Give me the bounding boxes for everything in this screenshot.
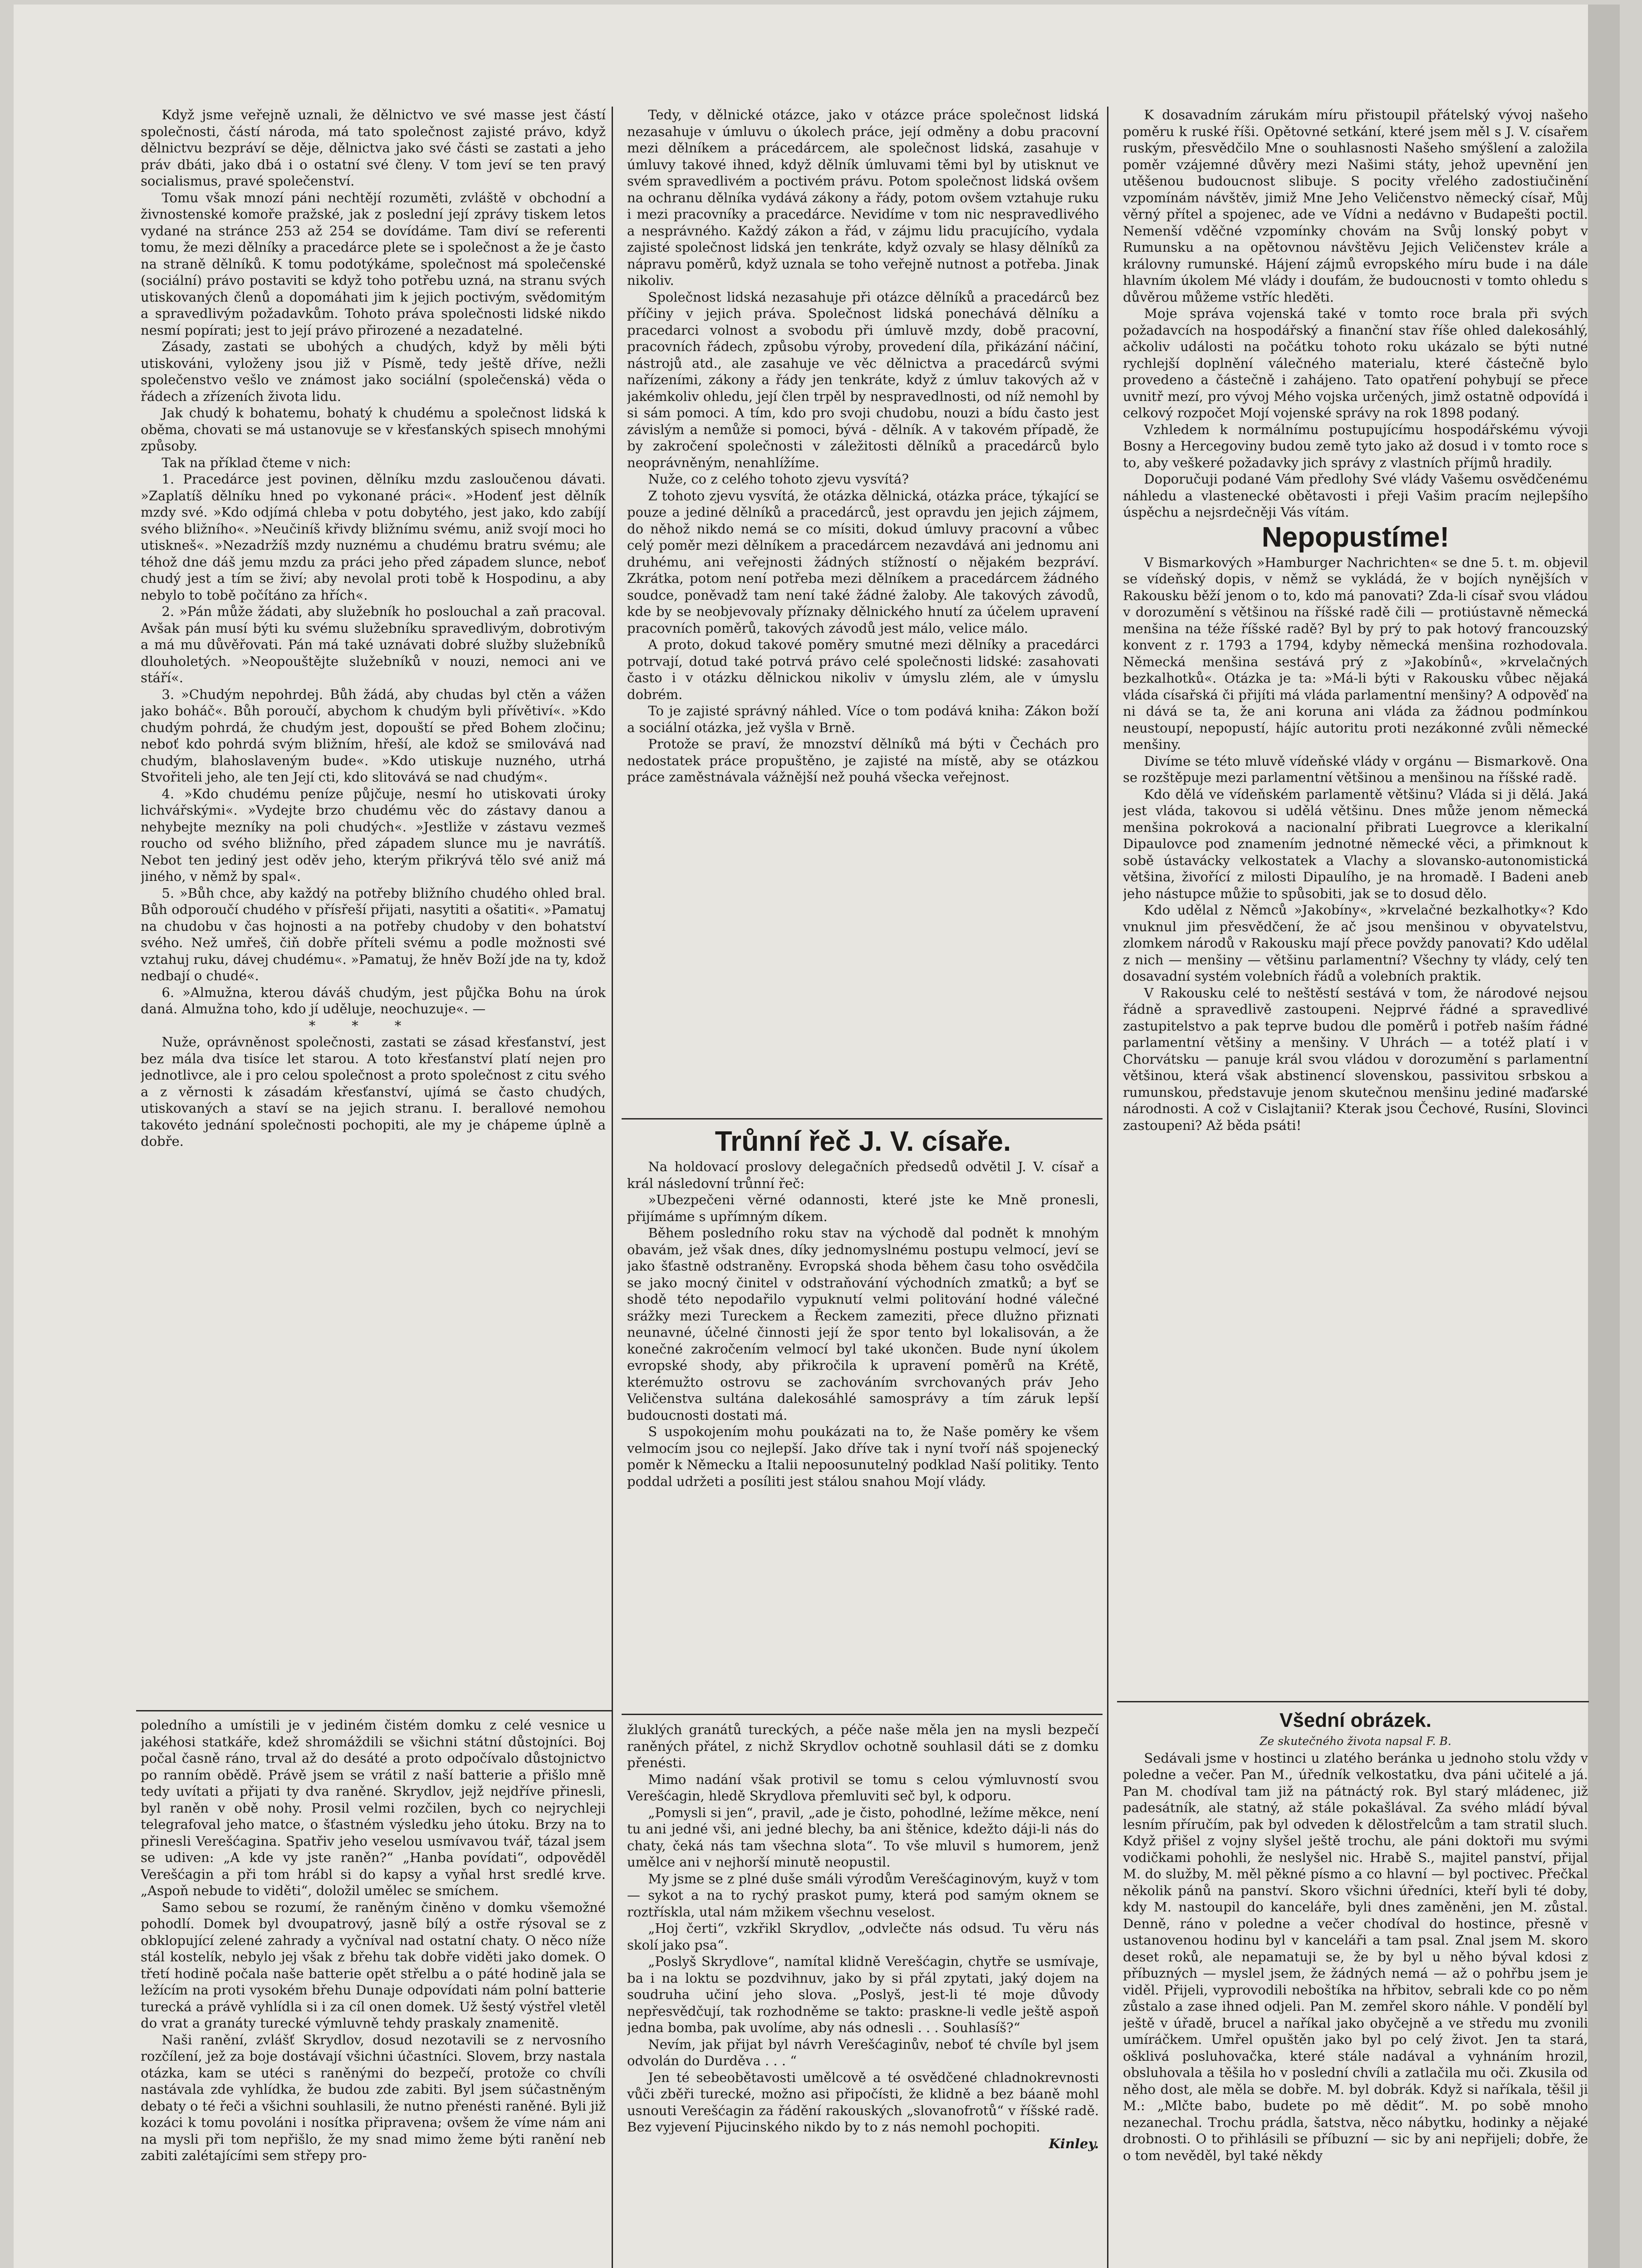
paragraph: Samo sebou se rozumí, že raněným činěno v domku všemožné pohodlí. Domek byl dvoupatrový, jasně bílý a ostře rýsoval se z obklopující zelené zahrady a vyčníval nad ostatní chaty. O něco níže stál kostelík, nebylo jej však z břehu tak dobře viděti jako domek. O třetí hodině počala naše batterie opět střelbu a o páté hodině jala se ležícím na proti vysokém břehu Dunaje odpovídati nám polní batterie turecká a právě vyhlídla si i za cíl onen domek. Už šestý výstřel vletěl do vrat a granáty turecké výmluvně tehdy praskaly znamenitě.	[141, 1899, 606, 2031]
column-2-top	[627, 107, 1099, 1114]
column-3-top	[1123, 107, 1588, 1699]
paragraph: Naši ranění, zvlášť Skrydlov, dosud nezotavili se z nervosního rozčílení, jež za boje dostávají všichni účastníci. Slovem, brzy nastala otázka, kam se utéci s raněnými do bezpečí, protože co chvíli nastávala zde vyhlídka, že budou zde zabiti. Byl jsem súčastněným debaty o té řeči a všichni souhlasili, že nutno přenésti raněné. Byli již kozáci k tomu povoláni i nosítka připravena; ovšem že víme nám ani na mysli při tom nepřišlo, že my snad mimo žeme býti ranění neb zabiti zalétajícími sem střepy pro-	[141, 2032, 606, 2163]
paragraph: Společnost lidská nezasahuje při otázce dělníků a pracedárců bez příčiny v jejich práva. Společnost lidská ponechává dělníku a pracedarci volnost a svobodu při úmluvě mzdy, době pracovní, pracovních řádech, způsobu výroby, provedení díla, přikázání náčiní, nástrojů atd., ale zasahuje ve věc dělnictva a pracedárců svými nařízeními, zákony a řády jen tenkráte, když z úmluv takových až v jakémkoliv ohledu, její člen trpěl by nespravedlnosti, od níž nemohl by si sám pomoci. A tím, kdo pro svoji chudobu, nouzi a bídu často jest závislým a nemůže si pomoci, bývá - dělník. A v takovém případě, že by zakročení společnosti v záležitosti dělníků a pracedárců bylo neoprávněným, nenahlížíme.	[627, 289, 1099, 470]
article-title-vsedni: Všední obrázek.	[1279, 1709, 1431, 1731]
paragraph: 5. »Bůh chce, aby každý na potřeby bližního chudého ohled bral. Bůh odporoučí chudého v přísřeší přijati, nasytiti a ošatiti«. »Pamatuj na chudobu v čas hojnosti a na potřeby chudoby v den bohatství svého. Než umřeš, čiň dobře příteli svému a podle možnosti své vztahuj ruku, dávej chudému«. »Pamatuj, že hněv Boží jde na ty, kdož nedbají o chudé«.	[141, 885, 606, 983]
paragraph: žluklých granátů tureckých, a péče naše měla jen na mysli bezpečí raněných přátel, z nichž Skrydlov ochotně souhlasil dáti se z domku přenésti.	[627, 1722, 1099, 1770]
paragraph: Kdo dělá ve vídeňském parlamentě většinu? Vláda si ji dělá. Jaká jest vláda, takovou si udělá většinu. Dnes může jenom německá menšina pokroková a nacionalní přibrati Luegrovce a klerikalní Dipaulovce pod znamením jednotné německé věci, a přimknout k sobě ústavácky velkostatek a Vlachy a slovansko-autonomistická většina, živořící z milosti Dipaulího, je na hromadě. I Badeni aneb jeho nástupce můžie to spůsobiti, jak se to dosud dělo.	[1123, 786, 1588, 901]
paragraph: »Ubezpečeni věrné odannosti, které jste ke Mně pronesli, přijímáme s upřímným díkem.	[627, 1192, 1099, 1224]
paragraph: Moje správa vojenská také v tomto roce brala při svých požadavcích na hospodářský a finanční stav říše ohled dalekosáhlý, ačkoliv události na počátku tohoto roku ukázalo se býti nutné rychlejší doplnění válečného materialu, které částečně bylo provedeno a částečně i zahájeno. Tato opatření pohybují se přece uvnitř mezí, pro vývoj Mého vojska určených, jimž ostatně odpovídá i celkový rozpočet Mojí vojenské správy na rok 1898 podaný.	[1123, 306, 1588, 420]
paragraph: Nuže, co z celého tohoto zjevu vysvítá?	[648, 471, 909, 487]
article-title-trunni: Trůnní řeč J. V. císaře.	[715, 1126, 1011, 1157]
column-3-bottom	[1123, 1708, 1588, 2268]
article-subtitle: Ze skutečného života napsal F. B.	[1260, 1735, 1451, 1748]
paragraph: To je zajisté správný náhled. Více o tom podává kniha: Zákon boží a sociální otázka, jež vyšla v Brně.	[627, 703, 1099, 735]
paragraph: A proto, dokud takové poměry smutné mezi dělníky a pracedárci potrvají, dotud také potrvá právo celé společnosti lidské: zasahovati často i v otázku dělnickou nikoliv v úmyslu zlém, ale v úmyslu dobrém.	[627, 637, 1099, 702]
article-title-nepopustime: Nepopustíme!	[1261, 521, 1450, 553]
paragraph: 3. »Chudým nepohrdej. Bůh žádá, aby chudas byl ctěn a vážen jako boháč«. Bůh poroučí, abychom k chudým byli přívětiví«. »Kdo chudým pohrdá, že chudým jest, dopouští se před Bohem zločinu; neboť kdo pohrdá svým bližním, hřeší, ale kdož se smilovává nad chudým, blahoslaveným bude«. »Kdo utiskuje nuzného, utrhá Stvořiteli jeho, ale ten Její cti, kdo slitovává se nad chudým«.	[141, 686, 606, 785]
paragraph: poledního a umístili je v jediném čistém domku z celé vesnice u jakéhosi statkáře, kdež shromáždili se všichni státní důstojníci. Boj počal časně ráno, trval až do desáté a proto odpočívalo důstojnictvo po ranním obědě. Právě jsem se vrátil z naší batterie a přišlo mně tedy uvítati a přijati ty dva raněné. Skrydlov, jejž nejdříve přinesli, byl raněn v obě nohy. Prosil velmi rozčilen, bych co nejrychleji telegrafoval jeho matce, o šťastném výsledku jeho útoku. Brzy na to přinesli Verešćagina. Spatřiv jeho veselou usmívavou tvář, tázal jsem se udiven: „A kde vy jste raněn?“ „Hanba povídati“, odpověděl Verešćagin a při tom hrábl si do kapsy a vyňal hrst sredlé krve. „Aspoň nebude to viděti“, doložil umělec se smíchem.	[141, 1717, 606, 1898]
paragraph: Když jsme veřejně uznali, že dělnictvo ve své masse jest částí společnosti, částí národa, má tato společnost zajisté právo, když dělnictvu bezpráví se děje, dělnictva jako své části se zastati a jeho práv dbáti, jako dbá i o ostatní své členy. V tom jeví se ten pravý socialismus, pravé společenství.	[141, 107, 606, 189]
section-rule-mid-2	[622, 1714, 1103, 1715]
paragraph: S uspokojením mohu poukázati na to, že Naše poměry ke všem velmocím jsou co nejlepší. Jako dříve tak i nyní tvoří náš spojenecký poměr k Německu a Italii nepoosunutelný podklad Naší politiky. Tento poddal udržeti a posíliti jest stálou snahou Mojí vlády.	[627, 1424, 1099, 1489]
paragraph: 2. »Pán může žádati, aby služebník ho poslouchal a zaň pracoval. Avšak pán musí býti ku svému služebníku spravedlivým, dobrotivým a má mu důvěřovati. Pán má také uznávati dobré služby služebníků dlouholetých. »Neopouštějte služebníků v nouzi, nemoci ani ve stáří«.	[141, 604, 606, 685]
paragraph: Tomu však mnozí páni nechtějí rozuměti, zvláště v obchodní a živnostenské komoře pražské, jak z poslední její zprávy tiskem letos vydané na stránce 253 až 254 se dovídáme. Tam diví se referenti tomu, že mezi dělníky a pracedárce plete se i společnost a že je často na straně dělníků. K tomu podotýkáme, společnost má společenské (sociální) právo postaviti se když toho potřebu uzná, na stranu svých utiskovaných členů a dopomáhati jim k jejich poctivým, svědomitým a spravedlivým požadavkům. Tohoto práva společnosti lidské nikdo nesmí popírati; jest to její právo přirozené a nezadatelné.	[141, 190, 606, 338]
column-rule-2	[1107, 107, 1108, 2268]
paragraph: Doporučuji podané Vám předlohy Své vlády Vašemu osvědčenému náhledu a vlastenecké obětavosti i přeji Vašim pracím nejlepšího úspěchu a nejsrdečněji Vás vítám.	[1123, 471, 1588, 520]
section-rule-right	[1117, 1701, 1589, 1702]
paragraph: Vzhledem k normálnímu postupujícímu hospodářskému vývoji Bosny a Hercegoviny budou země tyto jako až dosud i v tomto roce s to, aby veškeré požadavky jich správy z vlastních příjmů hradily.	[1123, 421, 1588, 470]
paragraph: V Rakousku celé to neštěstí sestává v tom, že národové nejsou řádně a spravedlivě zastoupeni. Nejprvé řádné a spravedlivé zastupitelstvo a pak teprve budou dle poměrů i potřeb naším řádné parlamentní většiny a menšiny. V Uhrách — a totéž platí i v Chorvátsku — panuje král svou vládou v dorozumění s parlamentní většinou, která však abstinencí slovenskou, passivitou srbskou a rumunskou, představuje jenom skutečnou menšinu jediné maďarské národnosti. A což v Cislajtanii? Kterak jsou Čechové, Rusíni, Slovinci zastoupeni? Až běda psáti!	[1123, 985, 1588, 1133]
author-signature: Kinley.	[1049, 2136, 1099, 2151]
section-divider: ***	[309, 1017, 438, 1033]
paragraph: Tak na příklad čteme v nich:	[162, 455, 351, 470]
paragraph: 6. »Almužna, kterou dáváš chudým, jest půjčka Bohu na úrok daná. Almužna toho, kdo jí uděluje, neochuzuje«. —	[141, 984, 606, 1017]
paragraph: Protože se praví, že mnozství dělníků má býti v Čechách pro nedostatek práce propuštěno, je zajisté na místě, aby se otázkou práce zaměstnávala vážnější než pouhá všecka veřejnost.	[627, 736, 1099, 785]
paragraph: 1. Pracedárce jest povinen, dělníku mzdu zasloučenou dávati. »Zaplatíš dělníku hned po vykonané práci«. »Hodenť jest dělník mzdy své. »Kdo odjímá chleba v potu dobytého, jest jako, kdo zabíjí svého bližního«. »Neučiníš křivdy bližnímu svému, aniž svojí moci ho utiskneš«. »Nezadržíš mzdy nuznému a chudému bratru svému; ale téhož dne dáš jemu mzdu za práci jeho před západem slunce, neboť chudý jest a tím se živí; aby nevolal proti tobě k Hospodinu, a aby nebylo to tobě počítáno za hřích«.	[141, 471, 606, 603]
paragraph: Tedy, v dělnické otázce, jako v otázce práce společnost lidská nezasahuje v úmluvu o úkolech práce, její odměny a dobu pracovní mezi dělníkem a prácedárcem, ale společnost lidská, zasahuje v úmluvy takové ihned, když dělník úmluvami těmi byl by utisknut ve svém spravedlivém a poctivém právu. Potom společnost lidská ovšem na ochranu dělníka vydává zákony a řády, potom ovšem vztahuje ruku i mezi pracovníky a pracedárce. Nevidíme v tom nic nespravedlivého a nesprávného. Každý zákon a řád, v zájmu lidu pracujícího, vydala zajisté společnost lidská jen tenkráte, když ozvaly se hlasy dělníků za nápravu poměrů, když uznala se toho veřejně nutnost a potřeba. Jinak nikoliv.	[627, 107, 1099, 288]
paragraph: Nevím, jak přijat byl návrh Verešćaginův, neboť té chvíle byl jsem odvolán do Durděva . . . “	[627, 2036, 1099, 2068]
column-1-top	[141, 107, 606, 1703]
page-edge	[1588, 5, 1620, 2268]
section-rule-left	[136, 1710, 612, 1711]
paragraph: Z tohoto zjevu vysvítá, že otázka dělnická, otázka práce, týkající se pouze a jediné dělníků a pracedárců, jest opravdu jen jejich zájmem, do něhož nikdo nemá se co mísiti, dokud úmluvy pracovní a vůbec celý poměr mezi dělníkem a pracedárcem nezavdává ani jednomu ani druhému, ani veřejnosti žádných stížností o nějakém bezpráví. Zkrátka, potom není potřeba mezi dělníkem a pracedárcem žádného soudce, poněvadž tam není také žádné žaloby. Ale takových závodů, kde by se neobjevovaly příznaky dělnického hnutí za účelem upravení pracovních poměrů, takových závodů jest málo, velice málo.	[627, 488, 1099, 636]
column-1-bottom	[141, 1717, 606, 2268]
paragraph: K dosavadním zárukám míru přistoupil přátelský vývoj našeho poměru k ruské říši. Opětovné setkání, které jsem měl s J. V. císařem ruským, přesvědčilo Mne o souhlasnosti Našeho smýšlení a založila poměr vzájemné důvěry mezi Našimi státy, jehož upevnění jen utěšenou budoucnost slibuje. S pocity vřelého zadostiučinění vzpomínám návštěv, jimiž Mne Jeho Veličenstvo německý císař, Můj věrný přítel a spojenec, ade ve Vídni a nedávno v Budapešti poctil. Nemenší vděčné vzpomínky chovám na Svůj lonský pobyt v Rumunsku a na opětovnou návštěvu Jejich Veličenstev krále a královny rumunské. Hájení zájmů evropského míru bude i na dále hlavním úkolem Mé vlády i doufám, že budoucnosti v tomto ohledu s důvěrou můžeme vstříc hleděti.	[1123, 107, 1588, 305]
section-rule-mid	[622, 1118, 1103, 1119]
column-2-trunni	[627, 1125, 1099, 1710]
paragraph: Jak chudý k bohatemu, bohatý k chudému a společnost lidská k oběma, chovati se má ustanovuje se v křesťanských spisech mnohými způsoby.	[141, 405, 606, 454]
column-2-bottom	[627, 1721, 1099, 2268]
paragraph: Nuže, oprávněnost společnosti, zastati se zásad křesťanství, jest bez mála dva tisíce let starou. A toto křesťanství platí nejen pro jednotlivce, ale i pro celou společnost a proto společnost z citu svého a z věrnosti k zásadám křesťanství, ujímá se často chudých, utiskovaných a staví se na jejich stranu. I. berallové nemohou takovéto jednání společnosti pochopiti, ale my je chápeme úplně a dobře.	[141, 1034, 606, 1149]
paragraph: Kdo udělal z Němců »Jakobíny«, »krvelačné bezkalhotky«? Kdo vnuknul jim přesvědčení, že ač jsou menšinou v obyvatelstvu, zlomkem národů v Rakousku mají přece povždy panovati? Kdo udělal z nich — menšiny — většinu parlamentní? Všechny ty vlády, celý ten dosavadní systém volebních řádů a volebních praktik.	[1123, 902, 1588, 984]
newspaper-page	[14, 5, 1620, 2268]
paragraph: 4. »Kdo chudému peníze půjčuje, nesmí ho utiskovati úroky lichvářskými«. »Vydejte brzo chudému věc do zástavy danou a nehybejte mezníky na poli chudých«. »Jestliže v zástavu vezmeš roucho od svého bližního, před západem slunce mu je navrátíš. Nebot ten jediný jest oděv jeho, kterým přikrývá tělo své aniž má jiného, v němž by spal«.	[141, 786, 606, 884]
paragraph: Sedávali jsme v hostinci u zlatého beránka u jednoho stolu vždy v poledne a večer. Pan M., úředník velkostatku, dva páni učitelé a já. Pan M. chodíval tam již na pátnáctý rok. Byl starý mládenec, již padesátník, ale statný, až stále pokašlával. Za svého mládí býval lesním příručím, pak byl odveden k dělostřelcům a tam stratil sluch. Když přišel z vojny slyšel ještě trochu, ale páni doktoři mu svými vodičkami pohohli, že neslyšel nic. Hrabě S., majitel panství, přijal M. do služby, M. měl pěkné písmo a co hlavní — byl poctivec. Přečkal několik pánů na panství. Skoro všichni úředníci, kteří byli té doby, kdy M. nastoupil do kanceláře, byli dnes zaměněni, jen M. zůstal. Denně, ráno v poledne a večer chodíval do hostince, přesně v ustanovenou hodinu byl v kanceláři a tam psal. Znal jsem M. skoro deset roků, ale nepamatuji se, že by byl u něho býval kdosi z příbuzných — myslel jsem, že žádných nemá — až o pohřbu jsem je viděl. Přijeli, vyprovodili neboštíka na hřbitov, sebrali kde co po něm zůstalo a zase ihned odjeli. Pan M. zemřel skoro náhle. V pondělí byl ještě v úřadě, brucel a naříkal jako obyčejně a ve středu mu zvonili umíráčkem. Umřel opuštěn jako byl po celý život. Jen ta stará, ošklivá posluhovačka, které stále nadával a vyhnáním hrozil, obsluhovala a těšila ho v poslední chvíli a zatlačila mu oči. Zkusila od něho dost, ale měla se dobře. M. byl dobrák. Když si naříkala, těšil ji M.: „Mlčte babo, budete po mě dědit“. M. po sobě mnoho nezanechal. Trochu prádla, šatstva, něco nábytku, hodinky a nějaké drobnosti. O to přihlásili se příbuzní — sic by ani nepřijeli; dobře, že o tom nevěděl, byl také někdy	[1123, 1750, 1588, 2163]
paragraph: V Bismarkových »Hamburger Nachrichten« se dne 5. t. m. objevil se vídeňský dopis, v němž se vykládá, že v bojích nynějších v Rakousku běží jenom o to, kdo má panovati? Zda-li císař svou vládou v dorozumění s většinou na říšské radě čili — protiústavně německá menšina na téže říšské radě? Byl by prý to pak hotový francouzský konvent z r. 1793 a 1794, kdyby německá menšina rozhodovala. Německá menšina sestává prý z »Jakobínů«, »krvelačných bezkalhotků«. Otázka je ta: »Má-li býti v Rakousku vůbec nějaká vláda císařská či přijíti má vláda parlamentní menšiny? A odpověď na ni dává se ta, že ani koruna ani vláda za žádnou podmínkou neustoupí, nepopustí, hájíc autoritu proti nezákonné zvůli německé menšiny.	[1123, 554, 1588, 752]
column-rule-1	[612, 107, 613, 2268]
paragraph: My jsme se z plné duše smáli výrodům Verešćaginovým, kuyž v tom — sykot a na to rychý praskot pumy, která pod samým oknem se roztřískla, utal nám mžikem všechnu veselost.	[627, 1871, 1099, 1920]
paragraph: Během posledního roku stav na východě dal podnět k mnohým obavám, jež však dnes, díky jednomyslnému postupu velmocí, jeví se jako šťastně odstraněny. Evropská shoda během času toho osvědčila se jako mocný činitel v odstraňování východních zmatků; a byť se shodě této nepodařilo vypuknutí velmi politování hodné válečné srážky mezi Tureckem a Řeckem zameziti, přece dlužno přiznati neunavné, účelné činnosti její že spor tento byl lokalisován, a že konečné zakročením velmocí byl také ukončen. Bude nyní úkolem evropské shody, aby přikročila k upravení poměrů na Krétě, kterémužto ostrovu se zachováním svrchovaných práv Jeho Veličenstva sultána dalekosáhlé samosprávy a tím záruk lepší budoucnosti dostati má.	[627, 1225, 1099, 1423]
paragraph: Zásady, zastati se ubohých a chudých, když by měli býti utiskováni, vyloženy jsou již v Písmě, tedy ještě dříve, nežli společenstvo vešlo ve známost jako sociální (společenská) věda o řádech a zřízeních života lidu.	[141, 339, 606, 404]
paragraph: Na holdovací proslovy delegačních předsedů odvětil J. V. císař a král následovní trůnní řeč:	[627, 1159, 1099, 1191]
paragraph: „Pomysli si jen“, pravil, „ade je čisto, pohodlné, ležíme měkce, není tu ani jedné vši, ani jedné blechy, ba ani štěnice, kdežto dáji-li nás do chaty, čeká nás tam všechna slota“. To vše mluvil s humorem, jenž umělce ani v nejhorší minutě neopustil.	[627, 1804, 1099, 1870]
paragraph: Jen té sebeobětavosti umělcově a té osvědčené chladnokrevnosti vůči zběři turecké, možno asi připočísti, že klidně a bez báaně mohl usnouti Verešćagin za řádění rakouských „slovanofrotů“ v říšské radě. Bez vyjevení Pijucinského nikdo by to z nás nemohl pochopiti.	[627, 2069, 1099, 2135]
paragraph: „Poslyš Skrydlove“, namítal klidně Verešćagin, chytře se usmívaje, ba i na loktu se pozdvihnuv, jako by si přál zpytati, jaký dojem na soudruha učiní jeho slova. „Poslyš, jest-li té moje důvody nepřesvědčují, tak rozhodněme se takto: praskne-li vedle ještě aspoň jedna bomba, pak uvolíme, aby nás odnesli . . . Souhlasíš?“	[627, 1954, 1099, 2035]
paragraph: Mimo nadání však protivil se tomu s celou výmluvností svou Verešćagin, hledě Skrydlova přemluviti seč byl, k odporu.	[627, 1771, 1099, 1804]
paragraph: Divíme se této mluvě vídeňské vlády v orgánu — Bismarkově. Ona se rozštěpuje mezi parlamentní většinou a menšinou na říšské radě.	[1123, 753, 1588, 785]
paragraph: „Hoj čerti“, vzkřikl Skrydlov, „odvlečte nás odsud. Tu věru nás skolí jako psa“.	[627, 1921, 1099, 1953]
